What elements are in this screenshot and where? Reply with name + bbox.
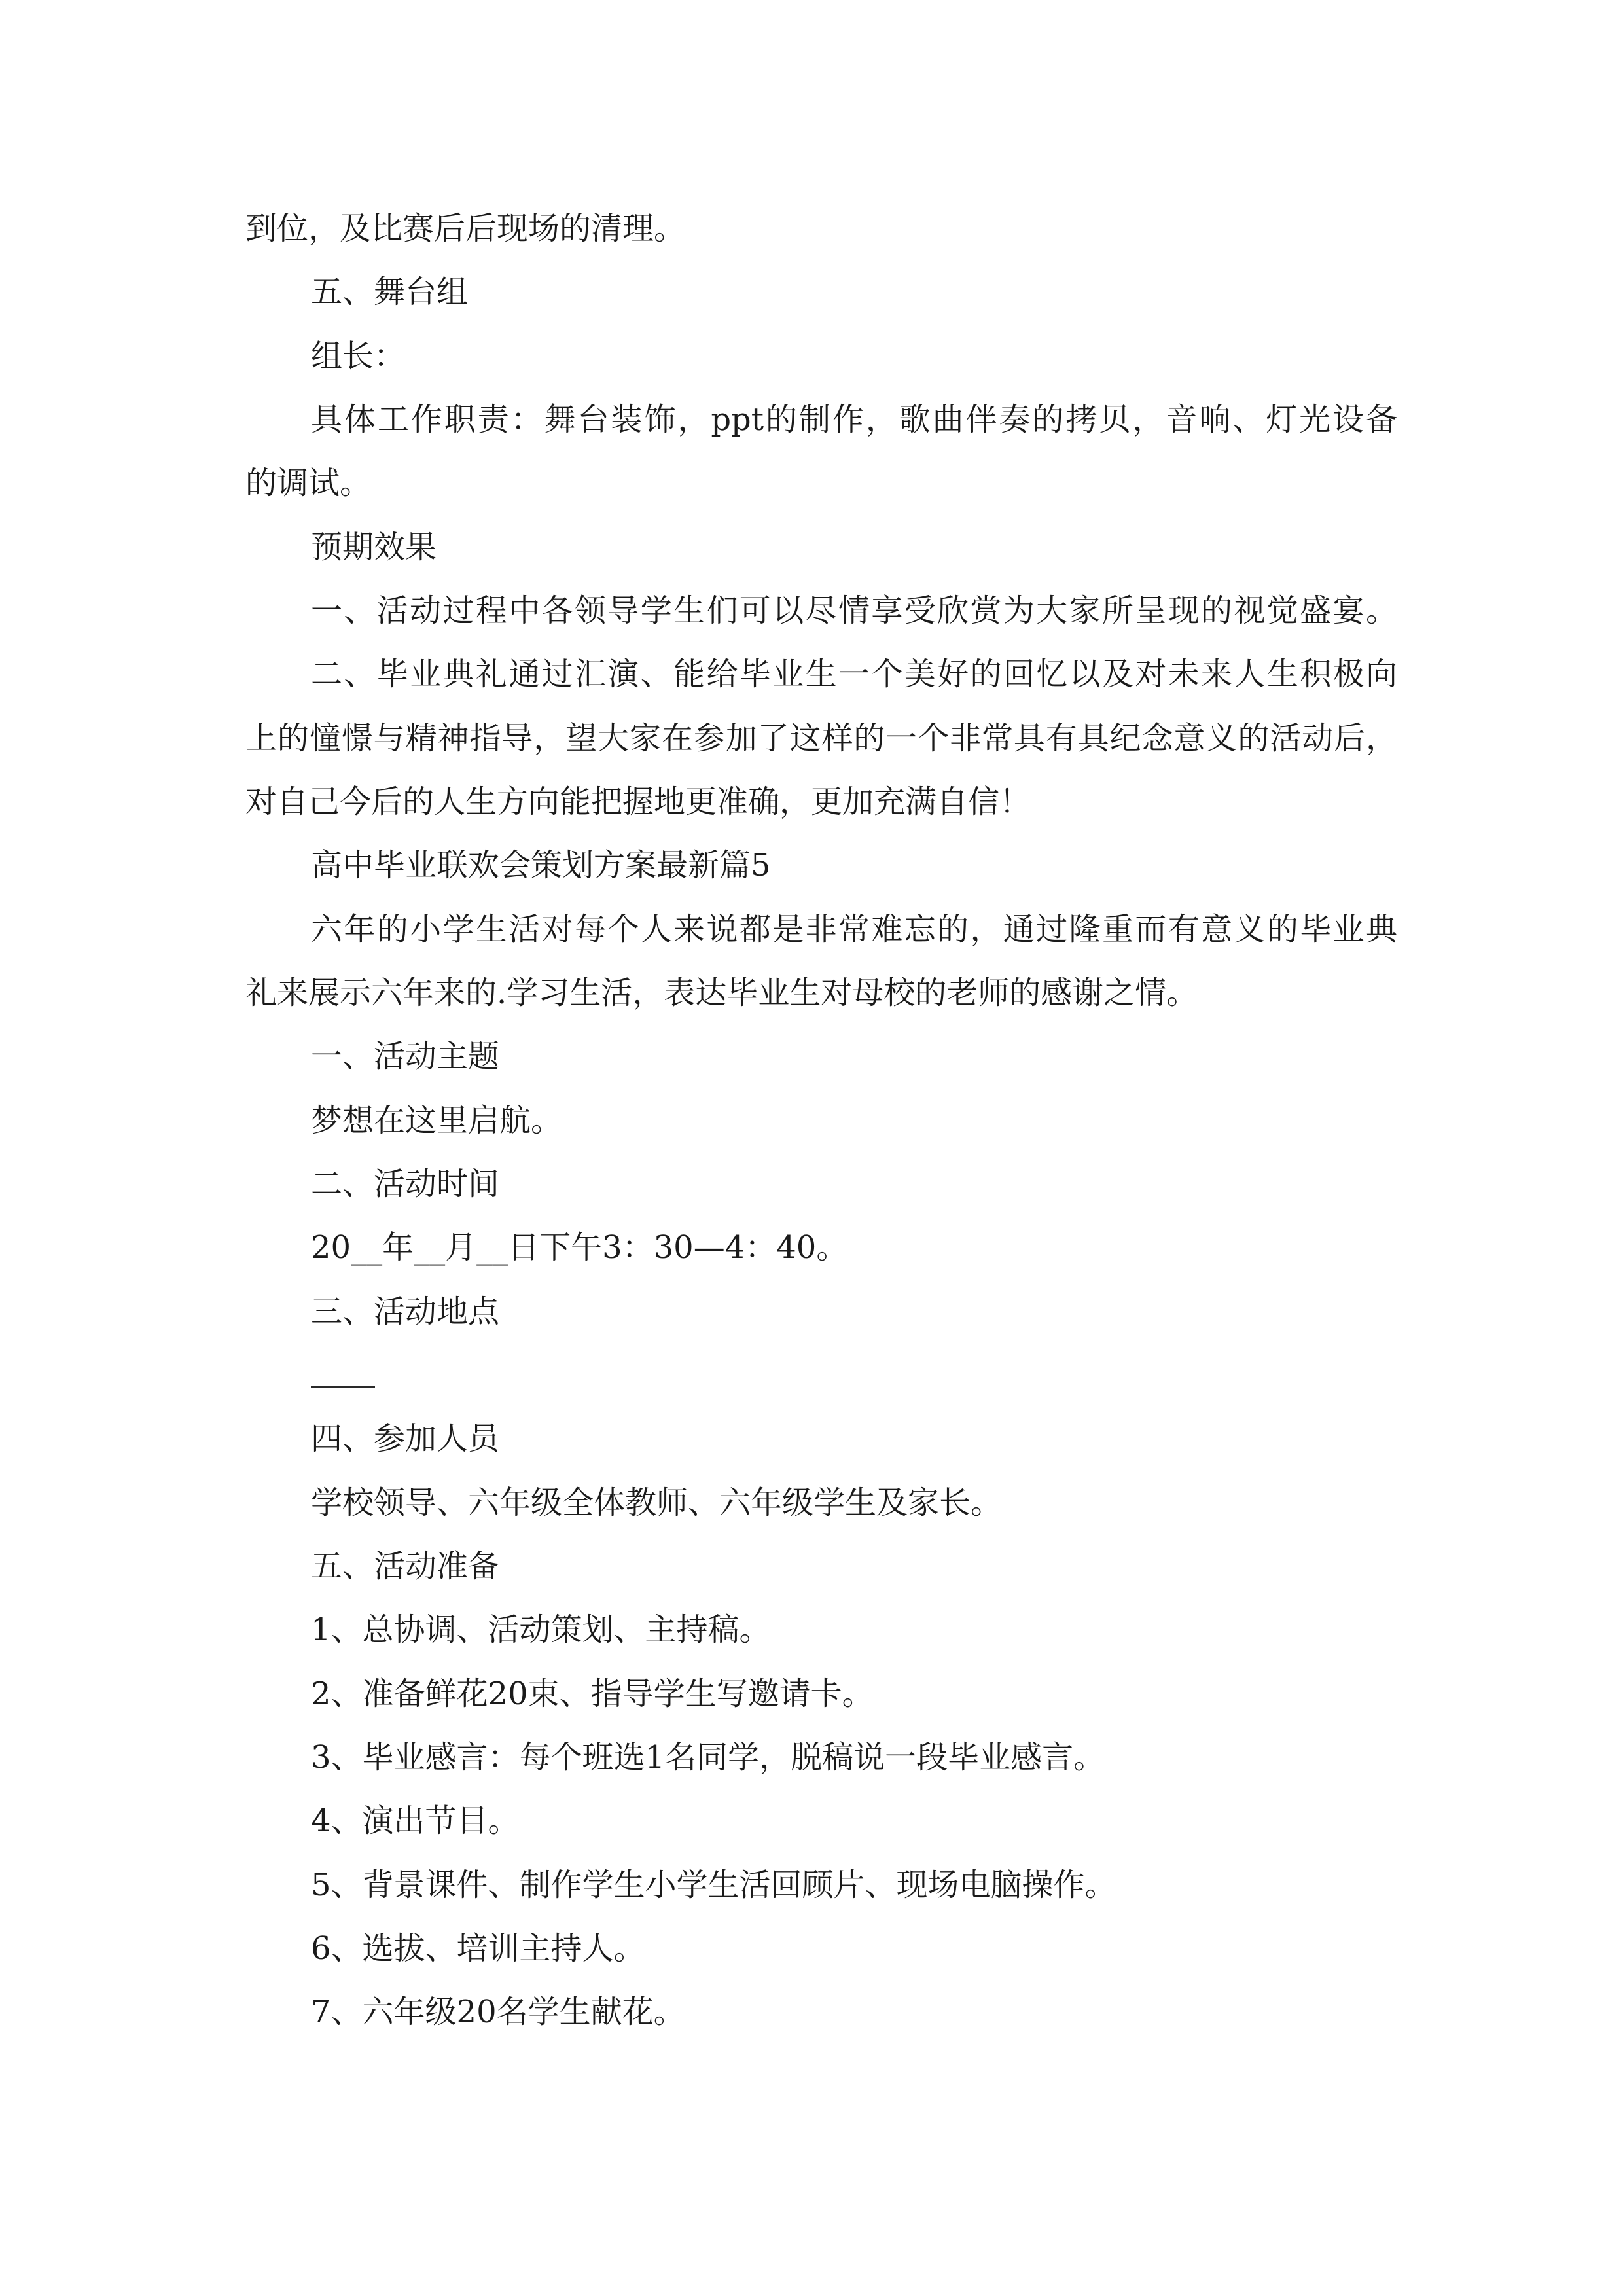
list-item: 4、演出节目。 [311, 1803, 520, 1839]
text-line: 具体工作职责：舞台装饰，ppt的制作，歌曲伴奏的拷贝，音响、灯光设备 [311, 401, 1397, 438]
text-line: 上的憧憬与精神指导，望大家在参加了这样的一个非常具有具纪念意义的活动后， [245, 720, 1397, 757]
list-item: 7、六年级20名学生献花。 [311, 1994, 685, 2030]
list-item: 5、背景课件、制作学生小学生活回顾片、现场电脑操作。 [311, 1867, 1116, 1903]
list-item: 2、准备鲜花20束、指导学生写邀请卡。 [311, 1676, 874, 1712]
list-item: 3、毕业感言：每个班选1名同学，脱稿说一段毕业感言。 [311, 1739, 1105, 1776]
text-line: 礼来展示六年来的.学习生活，表达毕业生对母校的老师的感谢之情。 [245, 975, 1198, 1011]
text-line: 六年的小学生活对每个人来说都是非常难忘的，通过隆重而有意义的毕业典 [311, 911, 1397, 948]
text-line: 的调试。 [245, 465, 372, 501]
text-line: 对自己今后的人生方向能把握地更准确，更加充满自信！ [245, 783, 1031, 820]
text-line: 到位，及比赛后后现场的清理。 [245, 210, 686, 247]
text-line: 组长： [311, 338, 406, 374]
article-title: 高中毕业联欢会策划方案最新篇5 [311, 847, 771, 884]
section-heading: 二、活动时间 [311, 1166, 500, 1202]
section-heading: 三、活动地点 [311, 1293, 500, 1330]
text-line: 二、毕业典礼通过汇演、能给毕业生一个美好的回忆以及对未来人生积极向 [311, 656, 1397, 692]
text-line: 一、活动过程中各领导学生们可以尽情享受欣赏为大家所呈现的视觉盛宴。 [311, 592, 1397, 629]
section-heading: 五、舞台组 [311, 274, 469, 310]
list-item: 6、选拔、培训主持人。 [311, 1930, 645, 1967]
section-heading: 四、参加人员 [311, 1420, 500, 1457]
list-item: 1、总协调、活动策划、主持稿。 [311, 1611, 771, 1648]
text-line: 梦想在这里启航。 [311, 1102, 563, 1139]
section-heading: 五、活动准备 [311, 1548, 500, 1585]
text-line: 20__年__月__日下午3：30—4：40。 [311, 1229, 848, 1266]
section-heading: 一、活动主题 [311, 1038, 500, 1075]
fill-in-blank-line [311, 1386, 375, 1388]
section-heading: 预期效果 [311, 529, 437, 565]
text-line: 学校领导、六年级全体教师、六年级学生及家长。 [311, 1484, 1003, 1521]
